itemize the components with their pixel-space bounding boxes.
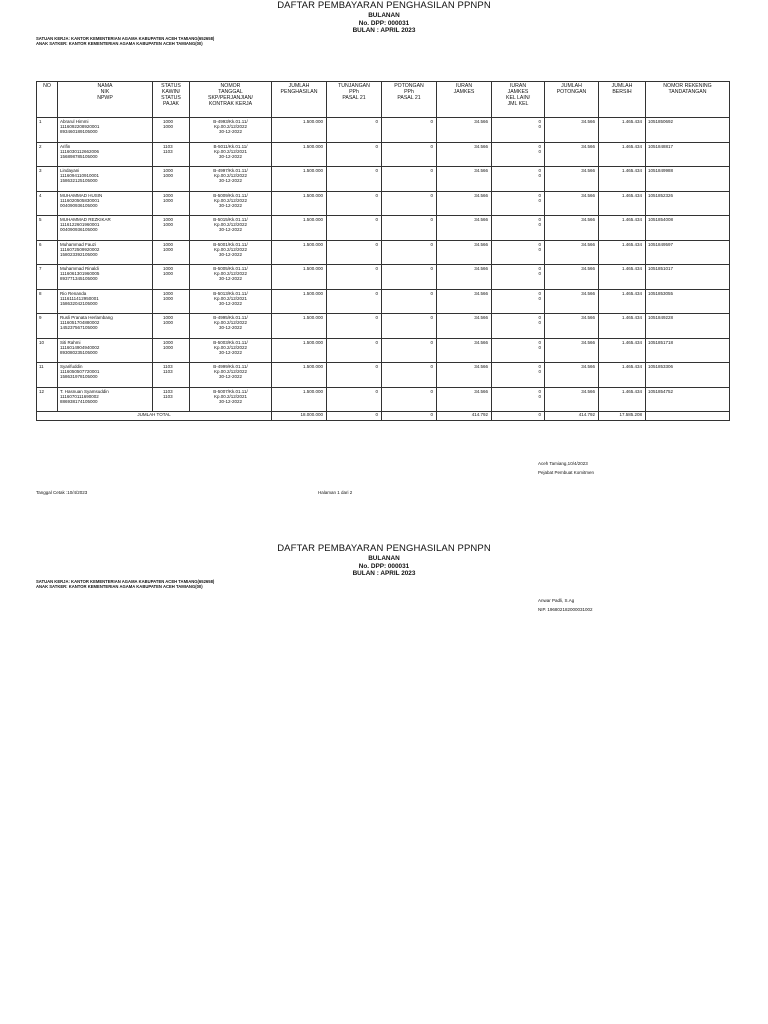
row-tunjangan: 0: [327, 167, 382, 192]
total-jumlah-potongan: 414.792: [545, 412, 599, 421]
table-row: [37, 363, 730, 388]
total-label: JUMLAH TOTAL: [37, 412, 272, 421]
row-bersih: 1.465.434: [599, 118, 646, 143]
row-nama: [58, 167, 153, 192]
row-rekening: 1051852326: [646, 191, 730, 216]
employee-name: Rusli Pranata Herlambang: [60, 315, 113, 320]
row-status: 1103 1103: [153, 363, 190, 388]
row-no: 6: [37, 240, 58, 265]
row-lain: 0 0: [492, 167, 545, 192]
row-lain: 0 0: [492, 265, 545, 290]
header-jumlah-potongan: JUMLAH POTONGAN: [545, 82, 599, 118]
row-nomor: B-4993/Kk.01.11/ Kp.00.2/12/2022 30-12-2022: [190, 118, 272, 143]
row-jumlah-potongan: 34.566: [545, 142, 599, 167]
row-nama: [58, 118, 153, 143]
row-jumlah-potongan: 34.566: [545, 265, 599, 290]
row-jumlah-potongan: 34.566: [545, 387, 599, 412]
employee-nik: 1116111412950001: [60, 295, 99, 301]
table-header-row: [37, 82, 730, 118]
row-no: 7: [37, 265, 58, 290]
row-potongan: 0: [382, 240, 437, 265]
table-row: [37, 191, 730, 216]
row-jamkes: 34.566: [437, 314, 492, 339]
row-lain: 0 0: [492, 142, 545, 167]
row-tunjangan: 0: [327, 240, 382, 265]
row-potongan: 0: [382, 314, 437, 339]
row-jumlah-potongan: 34.566: [545, 216, 599, 241]
row-status: 1000 1000: [153, 265, 190, 290]
satuan-kerja-repeat: SATUAN KERJA: KANTOR KEMENTERIAN AGAMA KABUPATEN ACEH TAMIANG(652658): [36, 579, 215, 584]
report-month-repeat: BULAN : APRIL 2023: [352, 570, 416, 577]
signature-role: Pejabat Pembuat Komitmen: [538, 470, 595, 475]
row-bersih: 1.465.434: [599, 265, 646, 290]
header-nomor: NOMOR TANGGAL SKP/PERJANJIAN/ KONTRAK KERJA: [190, 82, 272, 118]
anak-satker: ANAK SATKER: KANTOR KEMENTERIAN AGAMA KABUPATEN ACEH TAMIANG(00): [36, 41, 203, 46]
row-jamkes: 34.566: [437, 240, 492, 265]
row-bersih: 1.465.434: [599, 289, 646, 314]
row-penghasilan: 1.500.000: [272, 265, 327, 290]
employee-nik: 1116070111690002: [60, 393, 99, 399]
row-penghasilan: 1.500.000: [272, 142, 327, 167]
row-jamkes: 34.566: [437, 142, 492, 167]
page-number: Halaman 1 dari 2: [318, 490, 353, 495]
row-lain: 0 0: [492, 338, 545, 363]
row-no: 4: [37, 191, 58, 216]
employee-npwp: 158632125105000: [60, 178, 98, 184]
employee-name: Lindayani: [60, 168, 80, 173]
row-penghasilan: 1.500.000: [272, 387, 327, 412]
page-title-repeat: DAFTAR PEMBAYARAN PENGHASILAN PPNPN: [277, 543, 491, 554]
row-jumlah-potongan: 34.566: [545, 191, 599, 216]
row-bersih: 1.465.434: [599, 191, 646, 216]
table-row: [37, 387, 730, 412]
row-tunjangan: 0: [327, 191, 382, 216]
employee-name: T. Hasnuan Syamsuddin: [60, 388, 109, 394]
row-lain: 0 0: [492, 363, 545, 388]
satuan-kerja: SATUAN KERJA: KANTOR KEMENTERIAN AGAMA KABUPATEN ACEH TAMIANG(652658): [36, 36, 215, 41]
row-rekening: 1051849988: [646, 167, 730, 192]
row-penghasilan: 1.500.000: [272, 118, 327, 143]
total-lain: 0: [492, 412, 545, 421]
row-tunjangan: 0: [327, 289, 382, 314]
employee-npwp: 893771345105000: [60, 276, 98, 282]
row-no: 3: [37, 167, 58, 192]
row-potongan: 0: [382, 387, 437, 412]
row-bersih: 1.465.434: [599, 387, 646, 412]
row-jamkes: 34.566: [437, 118, 492, 143]
row-nama: [58, 240, 153, 265]
row-nomor: B-5011/Kk.01.11/ Kp.00.2/12/2021 30-12-2022: [190, 142, 272, 167]
table-row: [37, 289, 730, 314]
row-rekening: 1051853306: [646, 363, 730, 388]
row-rekening: 1051848817: [646, 142, 730, 167]
row-potongan: 0: [382, 118, 437, 143]
header-rekening: NOMOR REKENING TANDATANGAN: [646, 82, 730, 118]
period-type: BULANAN: [368, 12, 400, 19]
employee-name: MUHAMMAD HUSIN: [60, 192, 103, 198]
row-jamkes: 34.566: [437, 191, 492, 216]
row-no: 11: [37, 363, 58, 388]
row-tunjangan: 0: [327, 387, 382, 412]
table-row: [37, 167, 730, 192]
row-no: 2: [37, 142, 58, 167]
row-status: 1000 1000: [153, 118, 190, 143]
row-jumlah-potongan: 34.566: [545, 118, 599, 143]
employee-nik: 1116014904940002: [60, 344, 100, 350]
row-status: 1000 1000: [153, 338, 190, 363]
row-jumlah-potongan: 34.566: [545, 167, 599, 192]
row-potongan: 0: [382, 191, 437, 216]
dpp-number-repeat: No. DPP: 000031: [358, 562, 410, 570]
table-body: [37, 118, 730, 412]
row-bersih: 1.465.434: [599, 142, 646, 167]
row-status: 1000 1000: [153, 167, 190, 192]
row-tunjangan: 0: [327, 363, 382, 388]
row-no: 8: [37, 289, 58, 314]
employee-name: Muhammad Rinaldi: [60, 266, 99, 271]
row-tunjangan: 0: [327, 338, 382, 363]
row-penghasilan: 1.500.000: [272, 289, 327, 314]
row-nomor: B-5005/Kk.01.11/ Kp.00.2/12/2022 30-12-2022: [190, 265, 272, 290]
employee-name: Muhammad Fauzi: [60, 241, 97, 247]
row-jamkes: 34.566: [437, 289, 492, 314]
header-no: NO: [37, 82, 58, 118]
row-nomor: B-5007/Kk.01.11/ Kp.00.2/12/2021 30-12-2022: [190, 387, 272, 412]
row-jumlah-potongan: 34.566: [545, 289, 599, 314]
row-bersih: 1.465.434: [599, 314, 646, 339]
row-lain: 0 0: [492, 387, 545, 412]
employee-npwp: 156898785105000: [60, 153, 98, 159]
row-rekening: 1051854008: [646, 216, 730, 241]
header-nama: NAMA NIK NPWP: [58, 82, 153, 118]
row-rekening: 1051854752: [646, 387, 730, 412]
employee-nik: 1116050507720001: [60, 369, 100, 375]
print-date: Tanggal Cetak :10/4/2023: [36, 490, 88, 495]
row-rekening: 1051853055: [646, 289, 730, 314]
row-tunjangan: 0: [327, 216, 382, 241]
payroll-table: [36, 81, 730, 421]
employee-npwp: 893080235105000: [60, 349, 98, 355]
row-jamkes: 34.566: [437, 216, 492, 241]
row-potongan: 0: [382, 289, 437, 314]
row-potongan: 0: [382, 363, 437, 388]
row-nomor: B-5003/Kk.01.11/ Kp.00.2/12/2022 30-12-2022: [190, 338, 272, 363]
employee-nik: 1116061301960005: [60, 271, 100, 277]
employee-nik: 1116020505830001: [60, 197, 100, 203]
row-nomor: B-4995/Kk.01.11/ Kp.00.2/12/2022 30-12-2022: [190, 314, 272, 339]
row-potongan: 0: [382, 216, 437, 241]
total-potongan: 0: [382, 412, 437, 421]
employee-nik: 1116092208920001: [60, 124, 100, 130]
employee-name: Arifin: [60, 143, 71, 149]
row-jamkes: 34.566: [437, 265, 492, 290]
row-penghasilan: 1.500.000: [272, 240, 327, 265]
row-bersih: 1.465.434: [599, 363, 646, 388]
row-nama: [58, 363, 153, 388]
row-nama: [58, 314, 153, 339]
row-tunjangan: 0: [327, 118, 382, 143]
row-potongan: 0: [382, 167, 437, 192]
row-nama: [58, 265, 153, 290]
anak-satker-repeat: ANAK SATKER: KANTOR KEMENTERIAN AGAMA KABUPATEN ACEH TAMIANG(00): [36, 584, 203, 589]
row-potongan: 0: [382, 265, 437, 290]
row-status: 1103 1103: [153, 387, 190, 412]
table-row: [37, 142, 730, 167]
row-bersih: 1.465.434: [599, 338, 646, 363]
row-rekening: 1051851017: [646, 265, 730, 290]
row-rekening: 1051849597: [646, 240, 730, 265]
employee-nik: 1116051704880002: [60, 320, 100, 326]
employee-npwp: 158632042105000: [60, 300, 98, 306]
row-nama: [58, 289, 153, 314]
header-iuran-jamkes: IURAN JAMKES: [437, 82, 492, 118]
row-status: 1000 1000: [153, 216, 190, 241]
row-lain: 0 0: [492, 216, 545, 241]
dpp-number: No. DPP: 000031: [358, 19, 410, 27]
row-bersih: 1.465.434: [599, 167, 646, 192]
row-no: 5: [37, 216, 58, 241]
employee-npwp: 004090936105000: [60, 202, 98, 208]
signatory-nip: NIP. 196802182000031002: [538, 607, 593, 612]
employee-nik: 1116030112662006: [60, 148, 100, 154]
row-lain: 0 0: [492, 191, 545, 216]
header-tunjangan: TUNJANGAN PPh PASAL 21: [327, 82, 382, 118]
row-nama: [58, 191, 153, 216]
row-penghasilan: 1.500.000: [272, 167, 327, 192]
row-rekening: 1051851718: [646, 338, 730, 363]
row-jamkes: 34.566: [437, 167, 492, 192]
employee-nik: 1116072509920002: [60, 246, 100, 252]
row-tunjangan: 0: [327, 314, 382, 339]
row-status: 1000 1000: [153, 240, 190, 265]
row-nomor: B-5009/Kk.01.11/ Kp.00.2/12/2022 30-12-2022: [190, 191, 272, 216]
signatory-name: Anwar Padli, S.Ag: [538, 598, 575, 603]
employee-nik: 1116122601960001: [60, 222, 100, 228]
header-jumlah-bersih: JUMLAH BERSIH: [599, 82, 646, 118]
row-nomor: B-5015/Kk.01.11/ Kp.00.2/12/2022 30-12-2022: [190, 216, 272, 241]
row-jamkes: 34.566: [437, 338, 492, 363]
row-bersih: 1.465.434: [599, 240, 646, 265]
row-penghasilan: 1.500.000: [272, 216, 327, 241]
row-jamkes: 34.566: [437, 387, 492, 412]
employee-nik: 1116094110910001: [60, 173, 100, 179]
employee-name: Siti Rahmi: [60, 339, 81, 345]
employee-npwp: 893460189105000: [60, 129, 98, 135]
header-iuran-lain: IURAN JAMKES KEL LAIN/ JML KEL: [492, 82, 545, 118]
employee-name: Rio Renanda: [60, 290, 87, 296]
row-nama: [58, 216, 153, 241]
employee-name: Abrarul Himmi: [60, 119, 89, 124]
row-jumlah-potongan: 34.566: [545, 363, 599, 388]
table-row: [37, 338, 730, 363]
total-rekening: [646, 412, 730, 421]
table-row: [37, 314, 730, 339]
row-jumlah-potongan: 34.566: [545, 240, 599, 265]
row-tunjangan: 0: [327, 142, 382, 167]
employee-npwp: 004090936105000: [60, 227, 98, 233]
header-jumlah-penghasilan: JUMLAH PENGHASILAN: [272, 82, 327, 118]
employee-name: Syarifuddin: [60, 364, 83, 369]
row-nama: [58, 142, 153, 167]
total-bersih: 17.585.208: [599, 412, 646, 421]
row-no: 10: [37, 338, 58, 363]
row-nomor: B-4999/Kk.01.11/ Kp.00.2/12/2022 30-12-2022: [190, 363, 272, 388]
total-tunjangan: 0: [327, 412, 382, 421]
table-row: [37, 265, 730, 290]
row-nama: [58, 387, 153, 412]
row-status: 1000 1000: [153, 289, 190, 314]
row-penghasilan: 1.500.000: [272, 191, 327, 216]
row-no: 9: [37, 314, 58, 339]
row-nomor: B-5013/Kk.01.11/ Kp.00.2/12/2021 30-12-2022: [190, 289, 272, 314]
row-lain: 0 0: [492, 314, 545, 339]
table-row: [37, 216, 730, 241]
row-jamkes: 34.566: [437, 363, 492, 388]
employee-name: MUHAMMAD REZKIKAR: [60, 217, 111, 222]
row-no: 1: [37, 118, 58, 143]
page-title: DAFTAR PEMBAYARAN PENGHASILAN PPNPN: [277, 0, 491, 11]
total-penghasilan: 18.000.000: [272, 412, 327, 421]
row-potongan: 0: [382, 338, 437, 363]
row-penghasilan: 1.500.000: [272, 338, 327, 363]
total-jamkes: 414.792: [437, 412, 492, 421]
row-lain: 0 0: [492, 240, 545, 265]
row-jumlah-potongan: 34.566: [545, 314, 599, 339]
row-nama: [58, 338, 153, 363]
row-rekening: 1051850692: [646, 118, 730, 143]
report-month: BULAN : APRIL 2023: [352, 27, 416, 34]
row-potongan: 0: [382, 142, 437, 167]
employee-npwp: 158023392105000: [60, 251, 98, 257]
signature-place-date: Aceh Tamiang,10/4/2023: [538, 461, 588, 466]
row-penghasilan: 1.500.000: [272, 363, 327, 388]
row-bersih: 1.465.434: [599, 216, 646, 241]
table-row: [37, 118, 730, 143]
row-jumlah-potongan: 34.566: [545, 338, 599, 363]
total-row: [37, 412, 730, 421]
row-nomor: B-5001/Kk.01.11/ Kp.00.2/12/2022 30-12-2022: [190, 240, 272, 265]
period-type-repeat: BULANAN: [368, 555, 400, 562]
row-status: 1000 1000: [153, 314, 190, 339]
row-nomor: B-4997/Kk.01.11/ Kp.00.2/12/2022 30-12-2022: [190, 167, 272, 192]
row-lain: 0 0: [492, 118, 545, 143]
row-rekening: 1051849228: [646, 314, 730, 339]
row-status: 1103 1103: [153, 142, 190, 167]
table-row: [37, 240, 730, 265]
row-penghasilan: 1.500.000: [272, 314, 327, 339]
row-status: 1000 1000: [153, 191, 190, 216]
employee-npwp: 158631978105000: [60, 374, 98, 380]
row-lain: 0 0: [492, 289, 545, 314]
row-tunjangan: 0: [327, 265, 382, 290]
header-potongan: POTONGAN PPh PASAL 21: [382, 82, 437, 118]
employee-npwp: 886938174105000: [60, 398, 98, 404]
header-status: STATUS KAWIN/ STATUS PAJAK: [153, 82, 190, 118]
employee-npwp: 145237567105000: [60, 325, 98, 331]
row-no: 12: [37, 387, 58, 412]
